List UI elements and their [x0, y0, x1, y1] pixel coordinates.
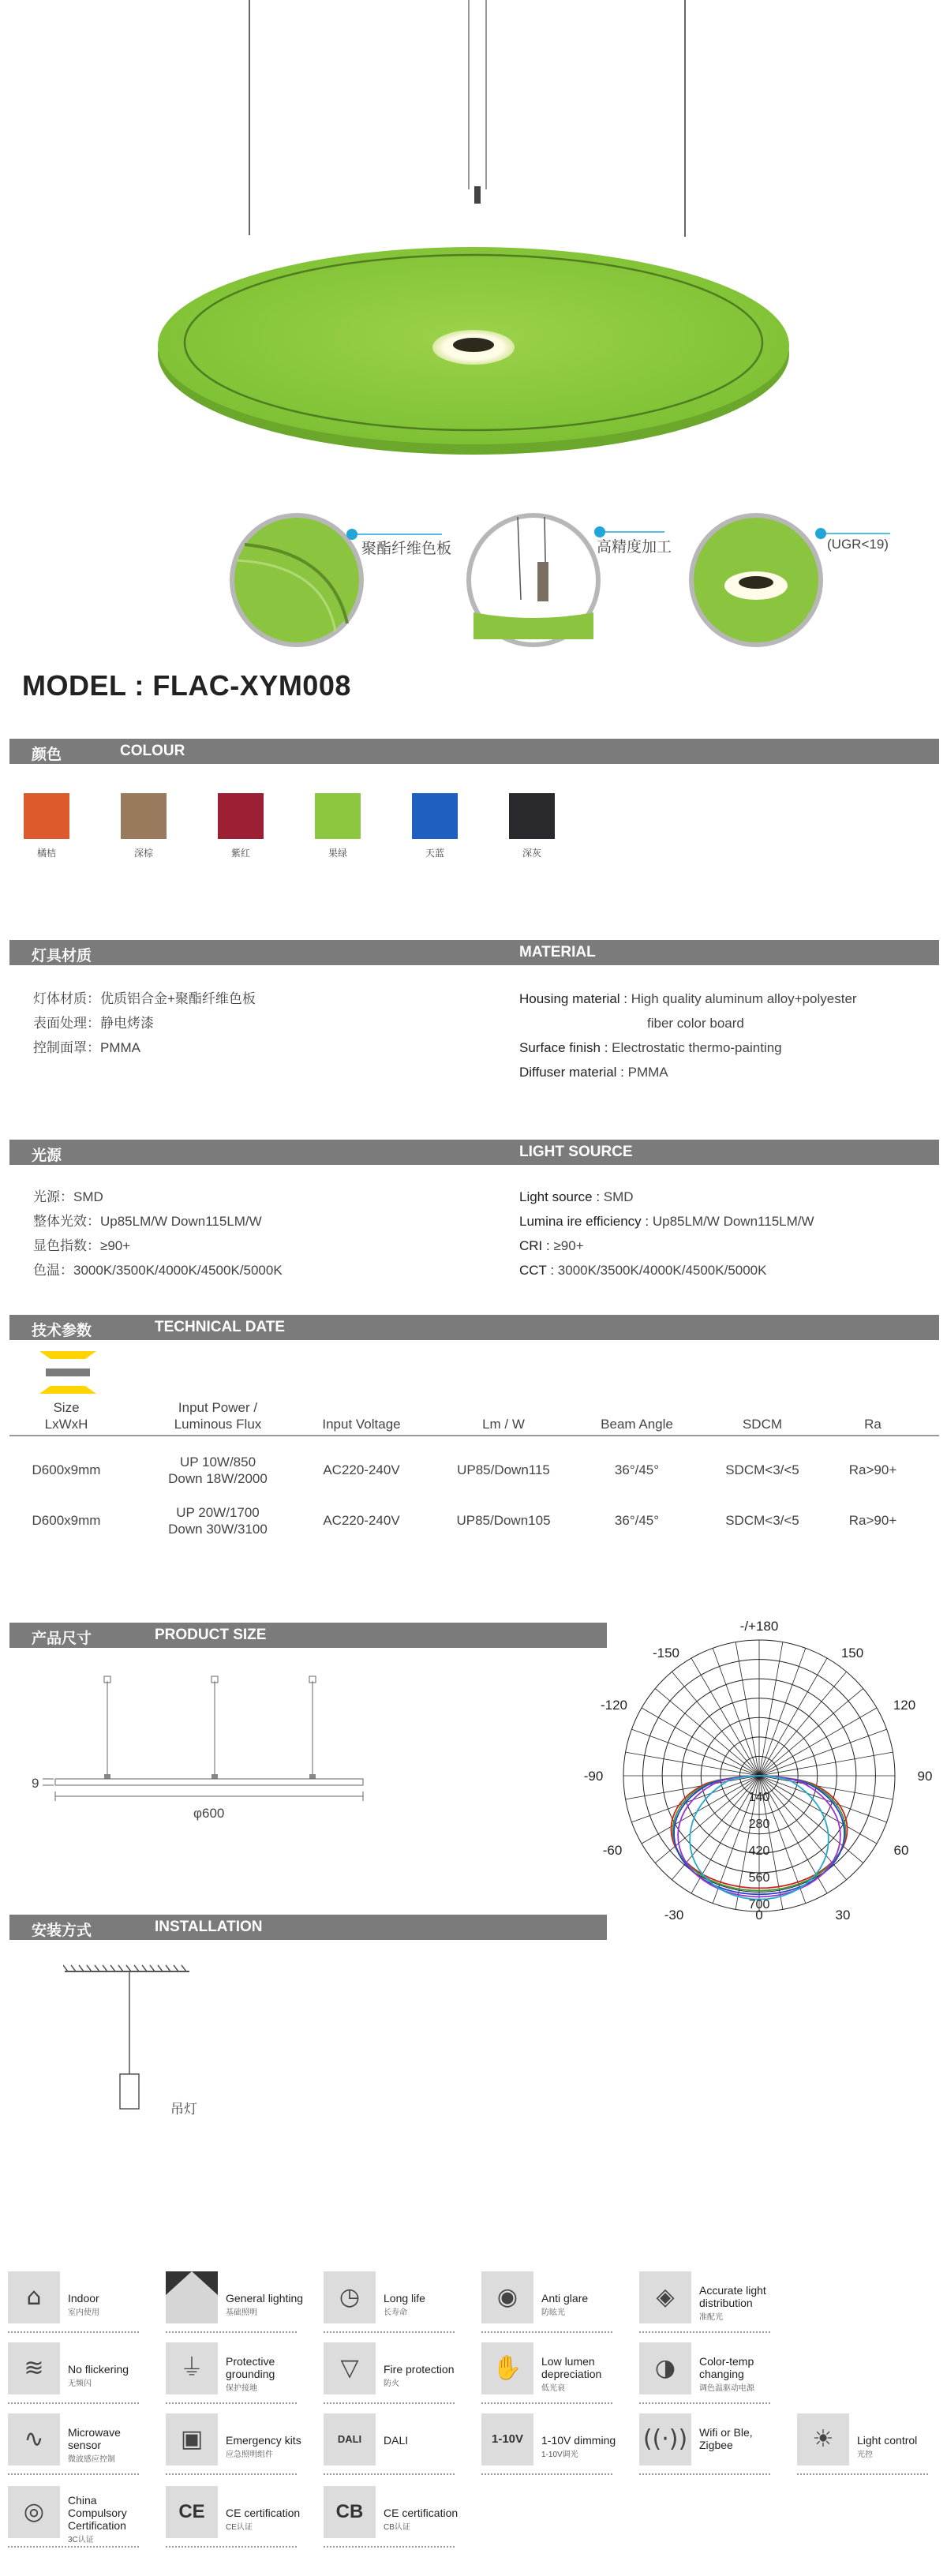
table-cell: UP 20W/1700	[176, 1505, 260, 1520]
feature-subtitle: 应急照明组件	[226, 2451, 273, 2459]
feature-icon-text: CB	[335, 2501, 364, 2522]
feature-subtitle: 调色温驱动电源	[699, 2384, 754, 2393]
polar-angle-label: -90	[583, 1769, 604, 1784]
feature-item	[639, 2342, 797, 2406]
feature-subtitle: CB认证	[384, 2523, 410, 2532]
installation-label: 吊灯	[170, 2102, 197, 2117]
feature-title: Light control	[857, 2434, 918, 2447]
feature-divider	[639, 2473, 770, 2475]
table-cell: AC220-240V	[323, 1513, 400, 1528]
feature-title: distribution	[699, 2297, 753, 2309]
feature-divider	[324, 2473, 455, 2475]
center-hole	[453, 338, 494, 352]
table-cell: Down 30W/3100	[168, 1522, 268, 1537]
light-en-line: CRI : ≥90+	[519, 1238, 584, 1253]
colour-swatch	[509, 793, 555, 839]
lumen-icon: ✋	[481, 2342, 533, 2394]
section-header-technical	[9, 1315, 939, 1340]
polar-radial-label: 420	[748, 1844, 770, 1858]
polar-angle-label: -30	[664, 1908, 684, 1923]
feature-divider	[324, 2402, 455, 2404]
ccc-icon: ◎	[8, 2486, 60, 2538]
colour-swatch	[24, 793, 69, 839]
polar-light-distribution	[581, 1618, 944, 1934]
section-title-cn: 安装方式	[32, 1923, 92, 1939]
feature-item	[324, 2413, 481, 2477]
polar-angle-label: 30	[835, 1908, 851, 1923]
table-cell: Ra>90+	[848, 1513, 897, 1528]
detail-circle-light	[691, 515, 821, 645]
feature-title: Accurate light	[699, 2284, 766, 2297]
section-title-cn: 颜色	[32, 747, 62, 763]
callout-dot	[815, 528, 826, 539]
diameter-label: φ600	[193, 1806, 225, 1821]
feature-item	[166, 2413, 324, 2477]
fire-protection-icon: ▽	[324, 2342, 376, 2394]
feature-divider	[166, 2331, 297, 2333]
feature-subtitle: 长寿命	[384, 2308, 407, 2317]
feature-divider	[166, 2473, 297, 2475]
feature-divider	[8, 2473, 139, 2475]
light-cn-line: 光源：SMD	[33, 1189, 103, 1204]
feature-title: 1-10V dimming	[541, 2434, 616, 2447]
feature-item	[166, 2342, 324, 2406]
feature-item	[8, 2271, 166, 2334]
color-temp-icon: ◑	[639, 2342, 691, 2394]
table-cell: UP85/Down105	[456, 1513, 551, 1528]
feature-item	[481, 2342, 639, 2406]
callout-label: 聚酯纤维色板	[361, 540, 452, 557]
callout-label: (UGR<19)	[827, 537, 889, 552]
feature-title: Protective	[226, 2355, 275, 2368]
flicker-icon: ≋	[8, 2342, 60, 2394]
feature-title: Fire protection	[384, 2363, 455, 2376]
polar-angle-label: 0	[755, 1908, 763, 1923]
polar-angle-label: 150	[840, 1646, 864, 1661]
feature-item	[639, 2271, 797, 2334]
feature-item	[166, 2486, 324, 2549]
distribution-icon: ◈	[639, 2271, 691, 2323]
feature-subtitle: 1-10V调光	[541, 2451, 578, 2459]
colour-swatch	[315, 793, 361, 839]
light-en-line: CCT : 3000K/3500K/4000K/4500K/5000K	[519, 1263, 767, 1278]
model-title: MODEL : FLAC-XYM008	[22, 669, 351, 702]
section-title-en: PRODUCT SIZE	[155, 1627, 267, 1643]
grounding-icon: ⏚	[166, 2342, 218, 2394]
feature-divider	[8, 2331, 139, 2333]
table-cell: D600x9mm	[32, 1513, 101, 1528]
feature-item	[8, 2486, 166, 2549]
table-header-cell: Input Voltage	[322, 1417, 401, 1432]
table-header-cell: Beam Angle	[601, 1417, 673, 1432]
light-control-icon: ☀	[797, 2413, 849, 2466]
feature-title: No flickering	[68, 2363, 129, 2376]
section-title-en: MATERIAL	[519, 944, 596, 960]
feature-divider	[481, 2473, 612, 2475]
feature-item	[324, 2271, 481, 2334]
callout-label: 高精度加工	[597, 538, 672, 556]
detail-circle-edge	[232, 515, 361, 645]
feature-divider	[324, 2331, 455, 2333]
colour-swatch	[218, 793, 264, 839]
feature-divider	[324, 2546, 455, 2548]
section-header-material	[9, 940, 939, 965]
table-header-divider	[9, 1435, 939, 1436]
feature-subtitle: 3C认证	[68, 2536, 94, 2544]
feature-subtitle: 低光衰	[541, 2384, 565, 2393]
emergency-icon: ▣	[166, 2413, 218, 2466]
material-cn-line: 灯体材质：优质铝合金+聚酯纤维色板	[33, 991, 256, 1006]
feature-title: DALI	[384, 2434, 409, 2447]
feature-subtitle: 防眩光	[541, 2308, 565, 2317]
colour-swatch-label: 果绿	[328, 848, 347, 859]
colour-swatch-label: 深灰	[522, 848, 541, 859]
material-en-line: Surface finish : Electrostatic thermo-painting	[519, 1040, 782, 1055]
feature-title: grounding	[226, 2368, 275, 2380]
table-header-cell: LxWxH	[44, 1417, 88, 1432]
polar-angle-label: -/+180	[739, 1619, 779, 1634]
feature-title: changing	[699, 2368, 744, 2380]
light-cn-line: 整体光效：Up85LM/W Down115LM/W	[33, 1214, 262, 1229]
section-header-light-source	[9, 1140, 939, 1165]
light-en-line: Light source : SMD	[519, 1189, 634, 1204]
feature-title: Certification	[68, 2519, 126, 2532]
wifi-icon: ((·))	[639, 2413, 691, 2466]
polar-angle-label: 90	[917, 1769, 933, 1784]
feature-item	[324, 2486, 481, 2549]
material-cn-line: 表面处理：静电烤漆	[33, 1016, 154, 1031]
callout-dot	[346, 529, 357, 540]
section-title-cn: 产品尺寸	[32, 1631, 92, 1647]
table-cell: 36°/45°	[614, 1462, 660, 1477]
material-en-line: fiber color board	[647, 1016, 744, 1031]
feature-divider	[8, 2546, 139, 2548]
table-header-cell: Lm / W	[482, 1417, 525, 1432]
size-icon	[39, 1351, 96, 1398]
feature-divider	[639, 2402, 770, 2404]
section-title-en: TECHNICAL DATE	[155, 1319, 286, 1335]
section-title-cn: 光源	[32, 1148, 62, 1164]
eye-icon: ◉	[481, 2271, 533, 2323]
table-cell: D600x9mm	[32, 1462, 101, 1477]
feature-item	[8, 2413, 166, 2477]
dali-icon	[324, 2413, 376, 2466]
colour-swatch	[412, 793, 458, 839]
feature-divider	[166, 2402, 297, 2404]
material-en-line: Diffuser material : PMMA	[519, 1065, 668, 1080]
table-header-cell: Size	[53, 1400, 80, 1415]
feature-title: Color-temp	[699, 2355, 754, 2368]
section-title-en: LIGHT SOURCE	[519, 1144, 633, 1160]
colour-swatch-label: 紫红	[230, 848, 250, 859]
feature-title: Anti glare	[541, 2292, 589, 2305]
table-cell: SDCM<3/<5	[725, 1462, 799, 1477]
feature-item	[639, 2413, 797, 2477]
table-header-cell: Input Power /	[178, 1400, 258, 1415]
polar-angle-label: -120	[600, 1698, 628, 1713]
cb-icon	[324, 2486, 376, 2538]
section-header-installation	[9, 1915, 607, 1940]
feature-title: depreciation	[541, 2368, 602, 2380]
polar-angle-label: -150	[652, 1646, 680, 1661]
feature-subtitle: 无频闪	[68, 2379, 92, 2388]
feature-divider	[8, 2402, 139, 2404]
feature-title: sensor	[68, 2439, 102, 2451]
feature-title: Long life	[384, 2292, 425, 2305]
polar-angle-label: 60	[893, 1843, 909, 1858]
ce-icon	[166, 2486, 218, 2538]
table-header-cell: Luminous Flux	[174, 1417, 262, 1432]
feature-item	[481, 2271, 639, 2334]
light-cn-line: 色温：3000K/3500K/4000K/4500K/5000K	[33, 1263, 283, 1278]
table-cell: Down 18W/2000	[168, 1471, 268, 1486]
light-en-line: Lumina ire efficiency : Up85LM/W Down115LM/W	[519, 1214, 814, 1229]
feature-item	[8, 2342, 166, 2406]
section-title-en: COLOUR	[120, 743, 185, 759]
table-cell: SDCM<3/<5	[725, 1513, 799, 1528]
feature-icon-text: CE	[178, 2501, 205, 2522]
table-header-cell: Ra	[864, 1417, 881, 1432]
feature-item	[481, 2413, 639, 2477]
cable-connector	[474, 186, 481, 204]
section-header-product-size	[9, 1623, 607, 1648]
polar-radial-label: 140	[748, 1791, 770, 1804]
feature-divider	[166, 2546, 297, 2548]
feature-divider	[797, 2473, 928, 2475]
table-cell: AC220-240V	[323, 1462, 400, 1477]
feature-icon-text: 1-10V	[491, 2432, 524, 2446]
feature-title: Low lumen	[541, 2355, 595, 2368]
material-cn-line: 控制面罩：PMMA	[33, 1040, 140, 1055]
feature-title: Compulsory	[68, 2507, 127, 2519]
microwave-icon: ∿	[8, 2413, 60, 2466]
section-title-cn: 灯具材质	[32, 948, 92, 964]
feature-subtitle: 光控	[857, 2451, 873, 2459]
feature-item	[797, 2413, 947, 2477]
polar-angle-label: -60	[602, 1843, 623, 1858]
feature-subtitle: CE认证	[226, 2523, 253, 2532]
polar-angle-label: 120	[893, 1698, 916, 1713]
feature-subtitle: 防火	[384, 2379, 399, 2388]
polar-radial-label: 700	[748, 1898, 770, 1911]
feature-subtitle: 保护接地	[226, 2384, 257, 2393]
light-cn-line: 显色指数：≥90+	[33, 1238, 131, 1253]
house-icon: ⌂	[8, 2271, 60, 2323]
feature-divider	[481, 2331, 612, 2333]
feature-item	[324, 2342, 481, 2406]
feature-subtitle: 基础照明	[226, 2308, 257, 2317]
clock-icon: ◷	[324, 2271, 376, 2323]
table-header-cell: SDCM	[742, 1417, 783, 1432]
feature-icon-text: DALI	[337, 2433, 362, 2445]
table-cell: Ra>90+	[848, 1462, 897, 1477]
feature-divider	[639, 2331, 770, 2333]
detail-circle-hardware	[469, 515, 598, 645]
colour-swatch-label: 深棕	[133, 848, 153, 859]
feature-title: Emergency kits	[226, 2434, 301, 2447]
feature-subtitle: 微波感应控制	[68, 2455, 115, 2464]
table-cell: 36°/45°	[614, 1513, 660, 1528]
product-hero	[0, 0, 947, 663]
feature-item	[166, 2271, 324, 2334]
colour-swatch	[121, 793, 167, 839]
material-en-line: Housing material : High quality aluminum alloy+polyester	[519, 991, 857, 1006]
feature-title: Wifi or Ble,	[699, 2426, 753, 2439]
table-cell: UP85/Down115	[457, 1462, 550, 1477]
feature-title: General lighting	[226, 2292, 304, 2305]
colour-swatch-label: 天蓝	[425, 848, 444, 859]
feature-subtitle: 准配光	[699, 2313, 723, 2322]
section-header-colour	[9, 739, 939, 764]
thickness-label: 9	[32, 1776, 39, 1791]
colour-swatch-label: 橘桔	[36, 848, 56, 859]
feature-title: China	[68, 2494, 97, 2507]
general-lighting-icon	[166, 2271, 218, 2323]
feature-title: Indoor	[68, 2292, 99, 2305]
feature-title: Microwave	[68, 2426, 121, 2439]
table-cell: UP 10W/850	[179, 1455, 256, 1470]
feature-title: Zigbee	[699, 2439, 733, 2451]
polar-radial-label: 280	[748, 1818, 770, 1831]
feature-divider	[481, 2402, 612, 2404]
feature-subtitle: 室内使用	[68, 2308, 99, 2317]
section-title-cn: 技术参数	[32, 1323, 92, 1339]
feature-title: CE certification	[226, 2507, 301, 2519]
dimming-icon	[481, 2413, 533, 2466]
section-title-en: INSTALLATION	[155, 1919, 263, 1935]
polar-radial-label: 560	[748, 1871, 770, 1885]
feature-title: CE certification	[384, 2507, 459, 2519]
